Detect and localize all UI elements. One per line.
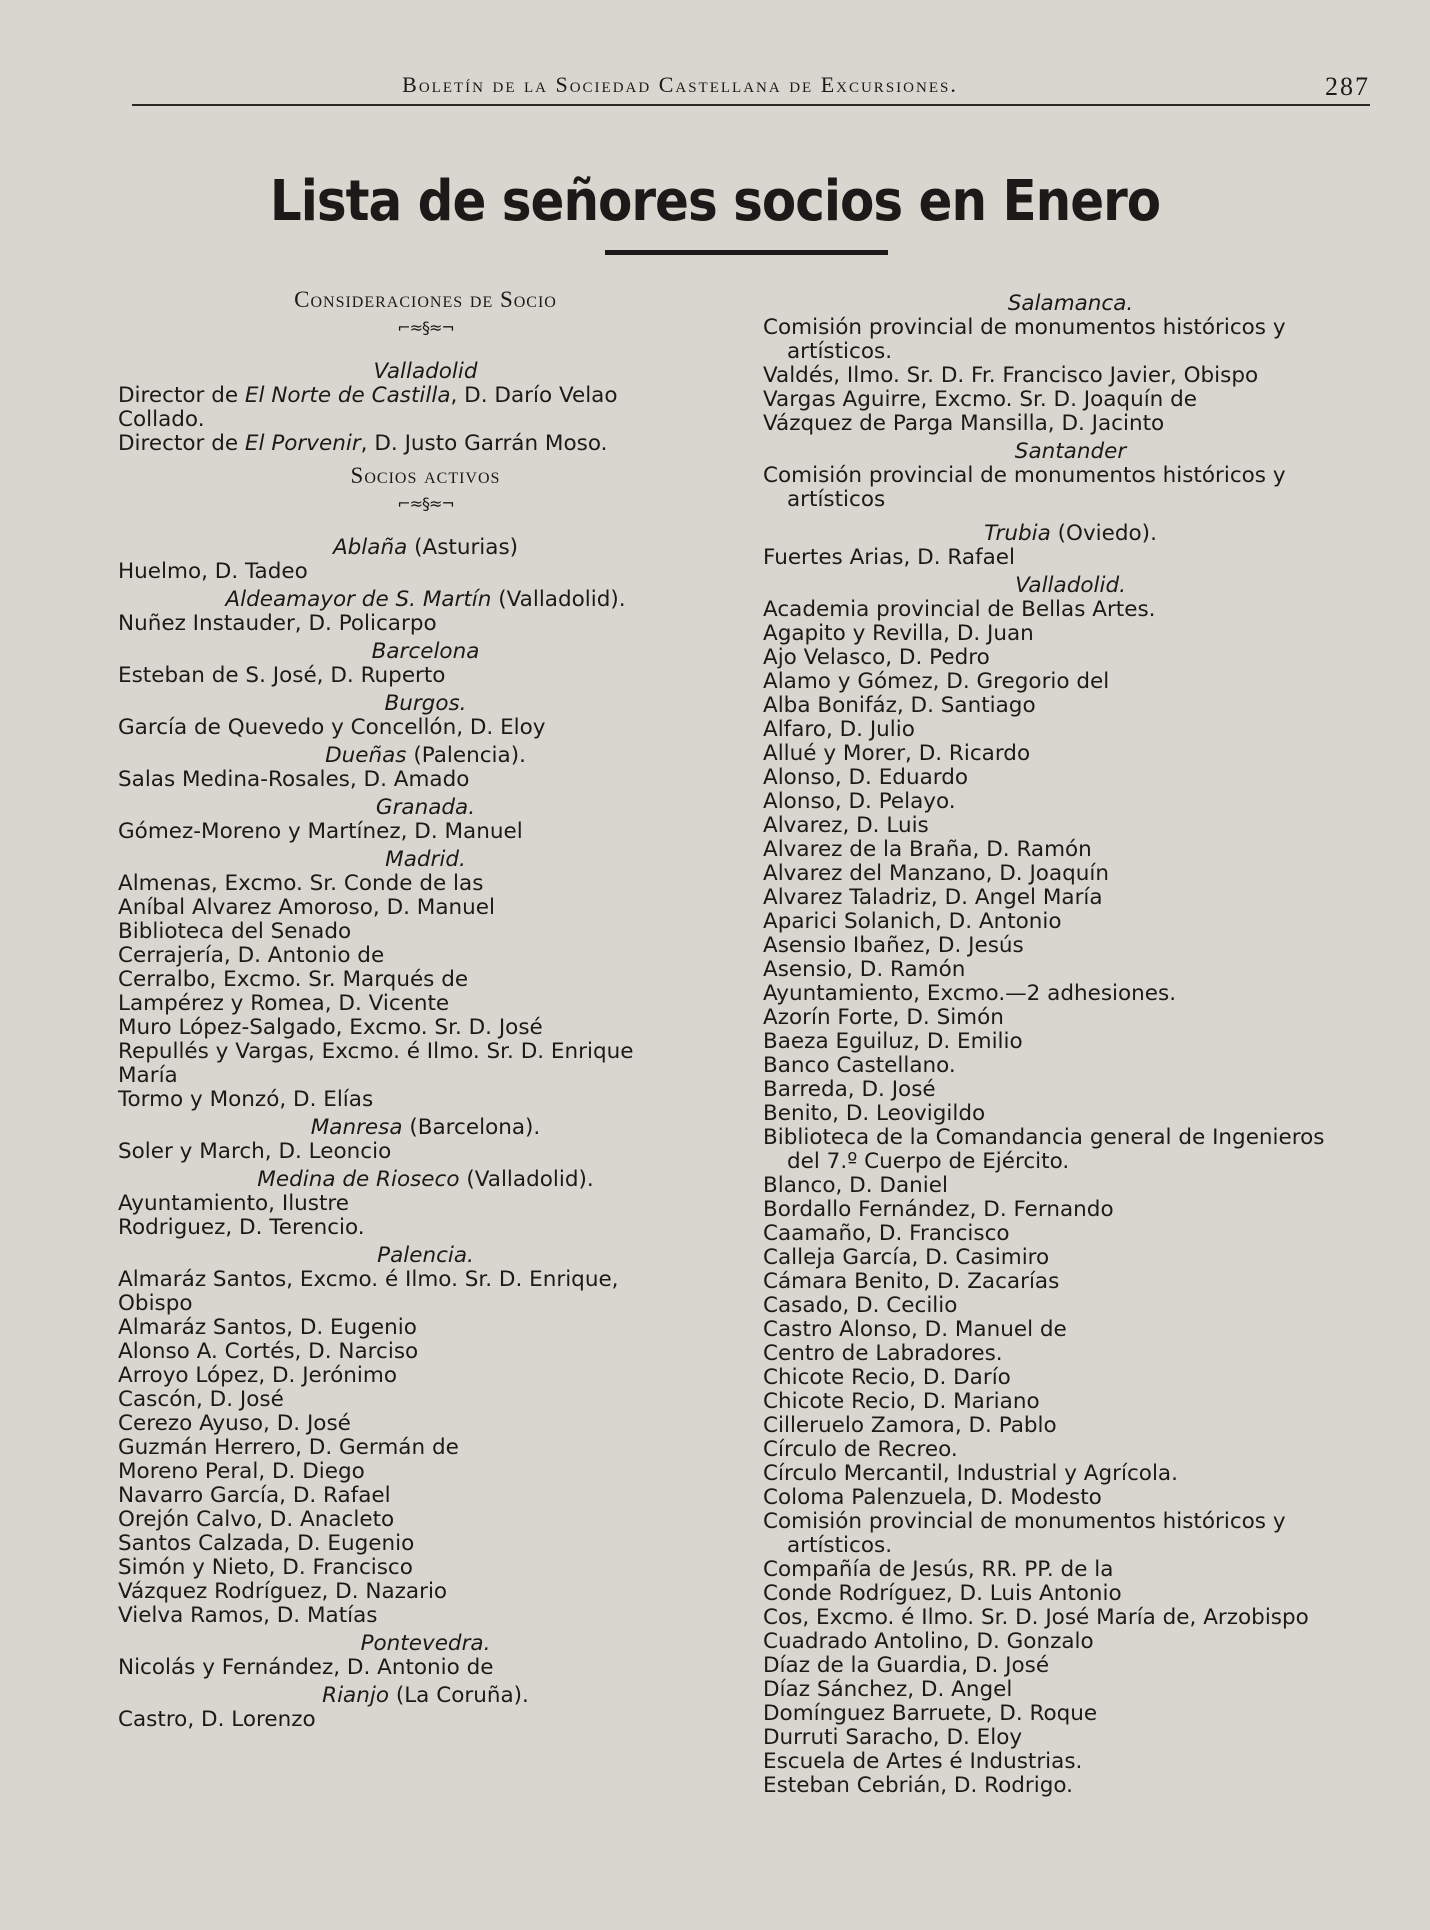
place-heading-madrid: Madrid. <box>385 847 466 872</box>
list-item: Banco Castellano. <box>763 1053 956 1078</box>
place-heading-trubia: Trubia (Oviedo). <box>984 521 1157 546</box>
list-item: Casado, D. Cecilio <box>763 1293 958 1318</box>
list-item: Cos, Excmo. é Ilmo. Sr. D. José María de, Arzobispo <box>763 1605 1309 1630</box>
list-item: Conde Rodríguez, D. Luis Antonio <box>763 1581 1122 1606</box>
page-title: Lista de señores socios en Enero <box>269 168 1161 234</box>
list-item: artísticos. <box>787 1533 893 1558</box>
place-heading-salamanca: Salamanca. <box>1007 291 1134 316</box>
section-heading-socios-activos: Socios activos <box>350 463 501 488</box>
list-item: Navarro García, D. Rafael <box>118 1483 391 1508</box>
list-item: Biblioteca del Senado <box>118 919 352 944</box>
place-heading-aldeamayor: Aldeamayor de S. Martín (Valladolid). <box>225 587 626 612</box>
list-item: Moreno Peral, D. Diego <box>118 1459 365 1484</box>
list-item: Chicote Recio, D. Mariano <box>763 1389 1040 1414</box>
list-item: Durruti Saracho, D. Eloy <box>763 1725 1023 1750</box>
list-item: Vázquez Rodríguez, D. Nazario <box>118 1579 448 1604</box>
place-heading-duenas: Dueñas (Palencia). <box>325 743 526 768</box>
list-item: Cámara Benito, D. Zacarías <box>763 1269 1060 1294</box>
list-item: Aníbal Alvarez Amoroso, D. Manuel <box>118 895 495 920</box>
list-item: Escuela de Artes é Industrias. <box>763 1749 1083 1774</box>
list-item: Alonso, D. Eduardo <box>763 765 969 790</box>
list-item: Alonso, D. Pelayo. <box>763 789 956 814</box>
place-heading-palencia: Palencia. <box>377 1243 474 1268</box>
list-item: Alamo y Gómez, D. Gregorio del <box>763 669 1110 694</box>
running-title: Boletín de la Sociedad Castellana de Excursiones. <box>402 72 958 97</box>
list-item: Allué y Morer, D. Ricardo <box>763 741 1031 766</box>
list-item: Almenas, Excmo. Sr. Conde de las <box>118 871 484 896</box>
list-item: Repullés y Vargas, Excmo. é Ilmo. Sr. D. Enrique <box>118 1039 634 1064</box>
list-item: Calleja García, D. Casimiro <box>763 1245 1050 1270</box>
place-heading-medina: Medina de Rioseco (Valladolid). <box>257 1167 594 1192</box>
list-item: Almaráz Santos, D. Eugenio <box>118 1315 417 1340</box>
list-item: Alfaro, D. Julio <box>763 717 915 742</box>
list-item: Fuertes Arias, D. Rafael <box>763 545 1015 570</box>
left-column <box>118 288 733 1732</box>
list-item: Baeza Eguiluz, D. Emilio <box>763 1029 1023 1054</box>
list-item: Arroyo López, D. Jerónimo <box>118 1363 397 1388</box>
list-item: Valdés, Ilmo. Sr. D. Fr. Francisco Javier, Obispo <box>763 363 1259 388</box>
list-item: Director de El Porvenir, D. Justo Garrán Moso. <box>118 431 608 456</box>
list-item: Barreda, D. José <box>763 1077 936 1102</box>
list-item: Díaz de la Guardia, D. José <box>763 1653 1050 1678</box>
list-item: Soler y March, D. Leoncio <box>118 1139 392 1164</box>
list-item: Vázquez de Parga Mansilla, D. Jacinto <box>763 411 1165 436</box>
list-item: Orejón Calvo, D. Anacleto <box>118 1507 395 1532</box>
list-item: Lampérez y Romea, D. Vicente <box>118 991 450 1016</box>
list-item: Alvarez, D. Luis <box>763 813 929 838</box>
list-item: Asensio, D. Ramón <box>763 957 966 982</box>
list-item: Vielva Ramos, D. Matías <box>118 1603 378 1628</box>
list-item: Guzmán Herrero, D. Germán de <box>118 1435 459 1460</box>
list-item: Domínguez Barruete, D. Roque <box>763 1701 1098 1726</box>
place-heading-barcelona: Barcelona <box>371 639 480 664</box>
place-heading-granada: Granada. <box>375 795 476 820</box>
section-heading-consideraciones: Consideraciones de Socio <box>294 287 557 312</box>
list-item: Simón y Nieto, D. Francisco <box>118 1555 413 1580</box>
list-item: Comisión provincial de monumentos históricos y <box>763 463 1286 488</box>
list-item: Alonso A. Cortés, D. Narciso <box>118 1339 419 1364</box>
header-rule <box>132 104 1370 106</box>
list-item: Cilleruelo Zamora, D. Pablo <box>763 1413 1057 1438</box>
list-item: Benito, D. Leovigildo <box>763 1101 986 1126</box>
list-item: Ayuntamiento, Excmo.—2 adhesiones. <box>763 981 1177 1006</box>
list-item: Chicote Recio, D. Darío <box>763 1365 1011 1390</box>
list-item: Cascón, D. José <box>118 1387 284 1412</box>
list-item: Biblioteca de la Comandancia general de Ingenieros <box>763 1125 1325 1150</box>
right-column <box>763 288 1378 1798</box>
list-item: Obispo <box>118 1291 193 1316</box>
list-item: Cerezo Ayuso, D. José <box>118 1411 351 1436</box>
list-item: Alvarez del Manzano, D. Joaquín <box>763 861 1110 886</box>
list-item: Castro, D. Lorenzo <box>118 1707 316 1732</box>
list-item: Ajo Velasco, D. Pedro <box>763 645 990 670</box>
list-item: Esteban de S. José, D. Ruperto <box>118 663 446 688</box>
list-item: Caamaño, D. Francisco <box>763 1221 1010 1246</box>
list-item: Compañía de Jesús, RR. PP. de la <box>763 1557 1114 1582</box>
list-item: Muro López-Salgado, Excmo. Sr. D. José <box>118 1015 543 1040</box>
list-item: Azorín Forte, D. Simón <box>763 1005 1004 1030</box>
page-number: 287 <box>1325 72 1370 101</box>
list-item: Ayuntamiento, Ilustre <box>118 1191 350 1216</box>
list-item: Alba Bonifáz, D. Santiago <box>763 693 1036 718</box>
list-item: Esteban Cebrián, D. Rodrigo. <box>763 1773 1073 1798</box>
list-item: García de Quevedo y Concellón, D. Eloy <box>118 715 546 740</box>
list-item: Collado. <box>118 407 205 432</box>
place-heading-manresa: Manresa (Barcelona). <box>310 1115 541 1140</box>
list-item: Tormo y Monzó, D. Elías <box>118 1087 374 1112</box>
list-item: Castro Alonso, D. Manuel de <box>763 1317 1067 1342</box>
place-heading-ablana: Ablaña (Asturias) <box>332 535 519 560</box>
list-item: Salas Medina-Rosales, D. Amado <box>118 767 470 792</box>
place-heading-santander: Santander <box>1014 439 1127 464</box>
list-item: del 7.º Cuerpo de Ejército. <box>787 1149 1070 1174</box>
list-item: Coloma Palenzuela, D. Modesto <box>763 1485 1102 1510</box>
place-heading-rianjo: Rianjo (La Coruña). <box>322 1683 529 1708</box>
list-item: Agapito y Revilla, D. Juan <box>763 621 1034 646</box>
ornament-divider: ⌐≈§≈¬ <box>397 318 454 337</box>
list-item: Cuadrado Antolino, D. Gonzalo <box>763 1629 1094 1654</box>
list-item: Centro de Labradores. <box>763 1341 1003 1366</box>
list-item: Rodriguez, D. Terencio. <box>118 1215 365 1240</box>
list-item: Aparici Solanich, D. Antonio <box>763 909 1062 934</box>
list-item: Comisión provincial de monumentos históricos y <box>763 315 1286 340</box>
place-heading-pontevedra: Pontevedra. <box>360 1631 491 1656</box>
list-item: Cerralbo, Excmo. Sr. Marqués de <box>118 967 469 992</box>
list-item: Almaráz Santos, Excmo. é Ilmo. Sr. D. Enrique, <box>118 1267 619 1292</box>
list-item: artísticos <box>787 487 886 512</box>
list-item: María <box>118 1063 178 1088</box>
ornament-divider: ⌐≈§≈¬ <box>397 494 454 513</box>
list-item: Blanco, D. Daniel <box>763 1173 948 1198</box>
place-heading-burgos: Burgos. <box>384 691 467 716</box>
list-item: Huelmo, D. Tadeo <box>118 559 308 584</box>
list-item: artísticos. <box>787 339 893 364</box>
list-item: Círculo de Recreo. <box>763 1437 958 1462</box>
list-item: Díaz Sánchez, D. Angel <box>763 1677 1013 1702</box>
list-item: Alvarez de la Braña, D. Ramón <box>763 837 1092 862</box>
place-heading-valladolid-right: Valladolid. <box>1015 573 1126 598</box>
list-item: Vargas Aguirre, Excmo. Sr. D. Joaquín de <box>763 387 1198 412</box>
list-item: Círculo Mercantil, Industrial y Agrícola. <box>763 1461 1178 1486</box>
list-item: Asensio Ibañez, D. Jesús <box>763 933 1024 958</box>
list-item: Nuñez Instauder, D. Policarpo <box>118 611 437 636</box>
list-item: Cerrajería, D. Antonio de <box>118 943 385 968</box>
list-item: Academia provincial de Bellas Artes. <box>763 597 1156 622</box>
list-item: Director de El Norte de Castilla, D. Darío Velao <box>118 383 618 408</box>
place-heading-valladolid: Valladolid <box>373 359 478 384</box>
list-item: Bordallo Fernández, D. Fernando <box>763 1197 1114 1222</box>
list-item: Comisión provincial de monumentos históricos y <box>763 1509 1286 1534</box>
list-item: Gómez-Moreno y Martínez, D. Manuel <box>118 819 523 844</box>
list-item: Nicolás y Fernández, D. Antonio de <box>118 1655 494 1680</box>
title-rule <box>605 250 888 255</box>
list-item: Alvarez Taladriz, D. Angel María <box>763 885 1103 910</box>
list-item: Santos Calzada, D. Eugenio <box>118 1531 415 1556</box>
